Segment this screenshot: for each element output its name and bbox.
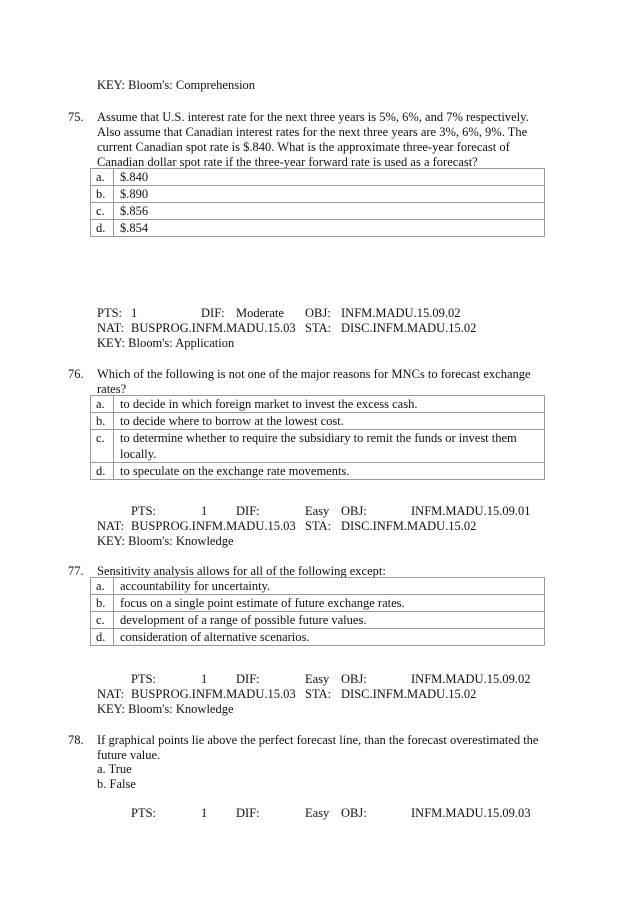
- option-letter: c.: [91, 430, 114, 463]
- option-text: [114, 430, 545, 463]
- question-text-line: current Canadian spot rate is $.840. What is the approximate three-year forecast of: [97, 140, 510, 154]
- question-text-line: Assume that U.S. interest rate for the next three years is 5%, 6%, and 7% respectively.: [97, 110, 529, 124]
- pts-value: 1: [201, 672, 208, 686]
- dif-value: Easy: [305, 672, 330, 686]
- question-number: 76.: [68, 367, 84, 381]
- answer-option[interactable]: [91, 220, 545, 237]
- option-text-line: to determine whether to require the subsidiary to remit the funds or invest them: [120, 431, 517, 445]
- pts-label: PTS:: [97, 306, 123, 320]
- dif-value: Easy: [305, 504, 330, 518]
- obj-label: OBJ:: [341, 806, 367, 820]
- obj-value: INFM.MADU.15.09.03: [411, 806, 531, 820]
- question-number: 78.: [68, 733, 84, 747]
- answer-option[interactable]: b. False: [97, 777, 136, 791]
- obj-value: INFM.MADU.15.09.02: [411, 672, 531, 686]
- option-letter: d.: [91, 629, 114, 646]
- option-text: focus on a single point estimate of future exchange rates.: [114, 595, 545, 612]
- option-letter: b.: [91, 186, 114, 203]
- option-letter: d.: [91, 463, 114, 480]
- option-letter: a.: [91, 169, 114, 186]
- answer-option[interactable]: [91, 595, 545, 612]
- sta-value: DISC.INFM.MADU.15.02: [341, 519, 477, 533]
- obj-value: INFM.MADU.15.09.02: [341, 306, 461, 320]
- pts-label: PTS:: [131, 504, 157, 518]
- dif-label: DIF:: [236, 504, 260, 518]
- sta-label: STA:: [305, 687, 332, 701]
- option-text: development of a range of possible future values.: [114, 612, 545, 629]
- answer-option[interactable]: [91, 169, 545, 186]
- answer-option[interactable]: [91, 463, 545, 480]
- option-text: $.856: [114, 203, 545, 220]
- answer-options-table: [90, 395, 545, 480]
- question-text-line: Canadian dollar spot rate if the three-year forward rate is used as a forecast?: [97, 155, 478, 169]
- pts-label: PTS:: [131, 672, 157, 686]
- answer-options-table: [90, 168, 545, 237]
- dif-label: DIF:: [201, 306, 225, 320]
- answer-option[interactable]: [91, 413, 545, 430]
- option-letter: b.: [91, 413, 114, 430]
- obj-label: OBJ:: [341, 504, 367, 518]
- answer-option[interactable]: [91, 396, 545, 413]
- option-letter: c.: [91, 203, 114, 220]
- sta-label: STA:: [305, 519, 332, 533]
- key-line: KEY: Bloom's: Comprehension: [97, 78, 256, 92]
- option-letter: c.: [91, 612, 114, 629]
- pts-value: 1: [131, 306, 138, 320]
- question-text-line: future value.: [97, 748, 161, 762]
- option-letter: d.: [91, 220, 114, 237]
- nat-label: NAT:: [97, 519, 125, 533]
- answer-option[interactable]: [91, 203, 545, 220]
- key-line: KEY: Bloom's: Knowledge: [97, 534, 234, 548]
- dif-value: Moderate: [236, 306, 284, 320]
- question-number: 75.: [68, 110, 84, 124]
- sta-label: STA:: [305, 321, 332, 335]
- option-text: $.854: [114, 220, 545, 237]
- answer-options-table: [90, 577, 545, 646]
- key-line: KEY: Bloom's: Knowledge: [97, 702, 234, 716]
- option-text: consideration of alternative scenarios.: [114, 629, 545, 646]
- pts-value: 1: [201, 806, 208, 820]
- dif-label: DIF:: [236, 672, 260, 686]
- question-text-line: Sensitivity analysis allows for all of the following except:: [97, 564, 386, 578]
- option-letter: b.: [91, 595, 114, 612]
- option-text-line: locally.: [120, 447, 157, 461]
- answer-option[interactable]: [91, 186, 545, 203]
- obj-value: INFM.MADU.15.09.01: [411, 504, 531, 518]
- pts-label: PTS:: [131, 806, 157, 820]
- option-letter: a.: [91, 396, 114, 413]
- sta-value: DISC.INFM.MADU.15.02: [341, 687, 477, 701]
- question-text-line: If graphical points lie above the perfect forecast line, than the forecast overestimated the: [97, 733, 539, 747]
- option-letter: a.: [91, 578, 114, 595]
- answer-option[interactable]: [91, 578, 545, 595]
- nat-value: BUSPROG.INFM.MADU.15.03: [131, 321, 296, 335]
- question-text-line: Also assume that Canadian interest rates for the next three years are 3%, 6%, 9%. The: [97, 125, 528, 139]
- option-text: $.890: [114, 186, 545, 203]
- option-text: to decide where to borrow at the lowest cost.: [114, 413, 545, 430]
- key-line: KEY: Bloom's: Application: [97, 336, 235, 350]
- question-text-line: rates?: [97, 382, 127, 396]
- answer-option[interactable]: [91, 612, 545, 629]
- dif-value: Easy: [305, 806, 330, 820]
- question-text-line: Which of the following is not one of the major reasons for MNCs to forecast exchange: [97, 367, 531, 381]
- answer-option[interactable]: [91, 430, 545, 463]
- option-text: accountability for uncertainty.: [114, 578, 545, 595]
- nat-label: NAT:: [97, 321, 125, 335]
- answer-option[interactable]: [91, 629, 545, 646]
- sta-value: DISC.INFM.MADU.15.02: [341, 321, 477, 335]
- pts-value: 1: [201, 504, 208, 518]
- option-text: $.840: [114, 169, 545, 186]
- dif-label: DIF:: [236, 806, 260, 820]
- obj-label: OBJ:: [341, 672, 367, 686]
- nat-label: NAT:: [97, 687, 125, 701]
- answer-option[interactable]: a. True: [97, 762, 132, 776]
- question-number: 77.: [68, 564, 84, 578]
- option-text: to decide in which foreign market to invest the excess cash.: [114, 396, 545, 413]
- option-text: to speculate on the exchange rate movements.: [114, 463, 545, 480]
- nat-value: BUSPROG.INFM.MADU.15.03: [131, 519, 296, 533]
- obj-label: OBJ:: [305, 306, 331, 320]
- nat-value: BUSPROG.INFM.MADU.15.03: [131, 687, 296, 701]
